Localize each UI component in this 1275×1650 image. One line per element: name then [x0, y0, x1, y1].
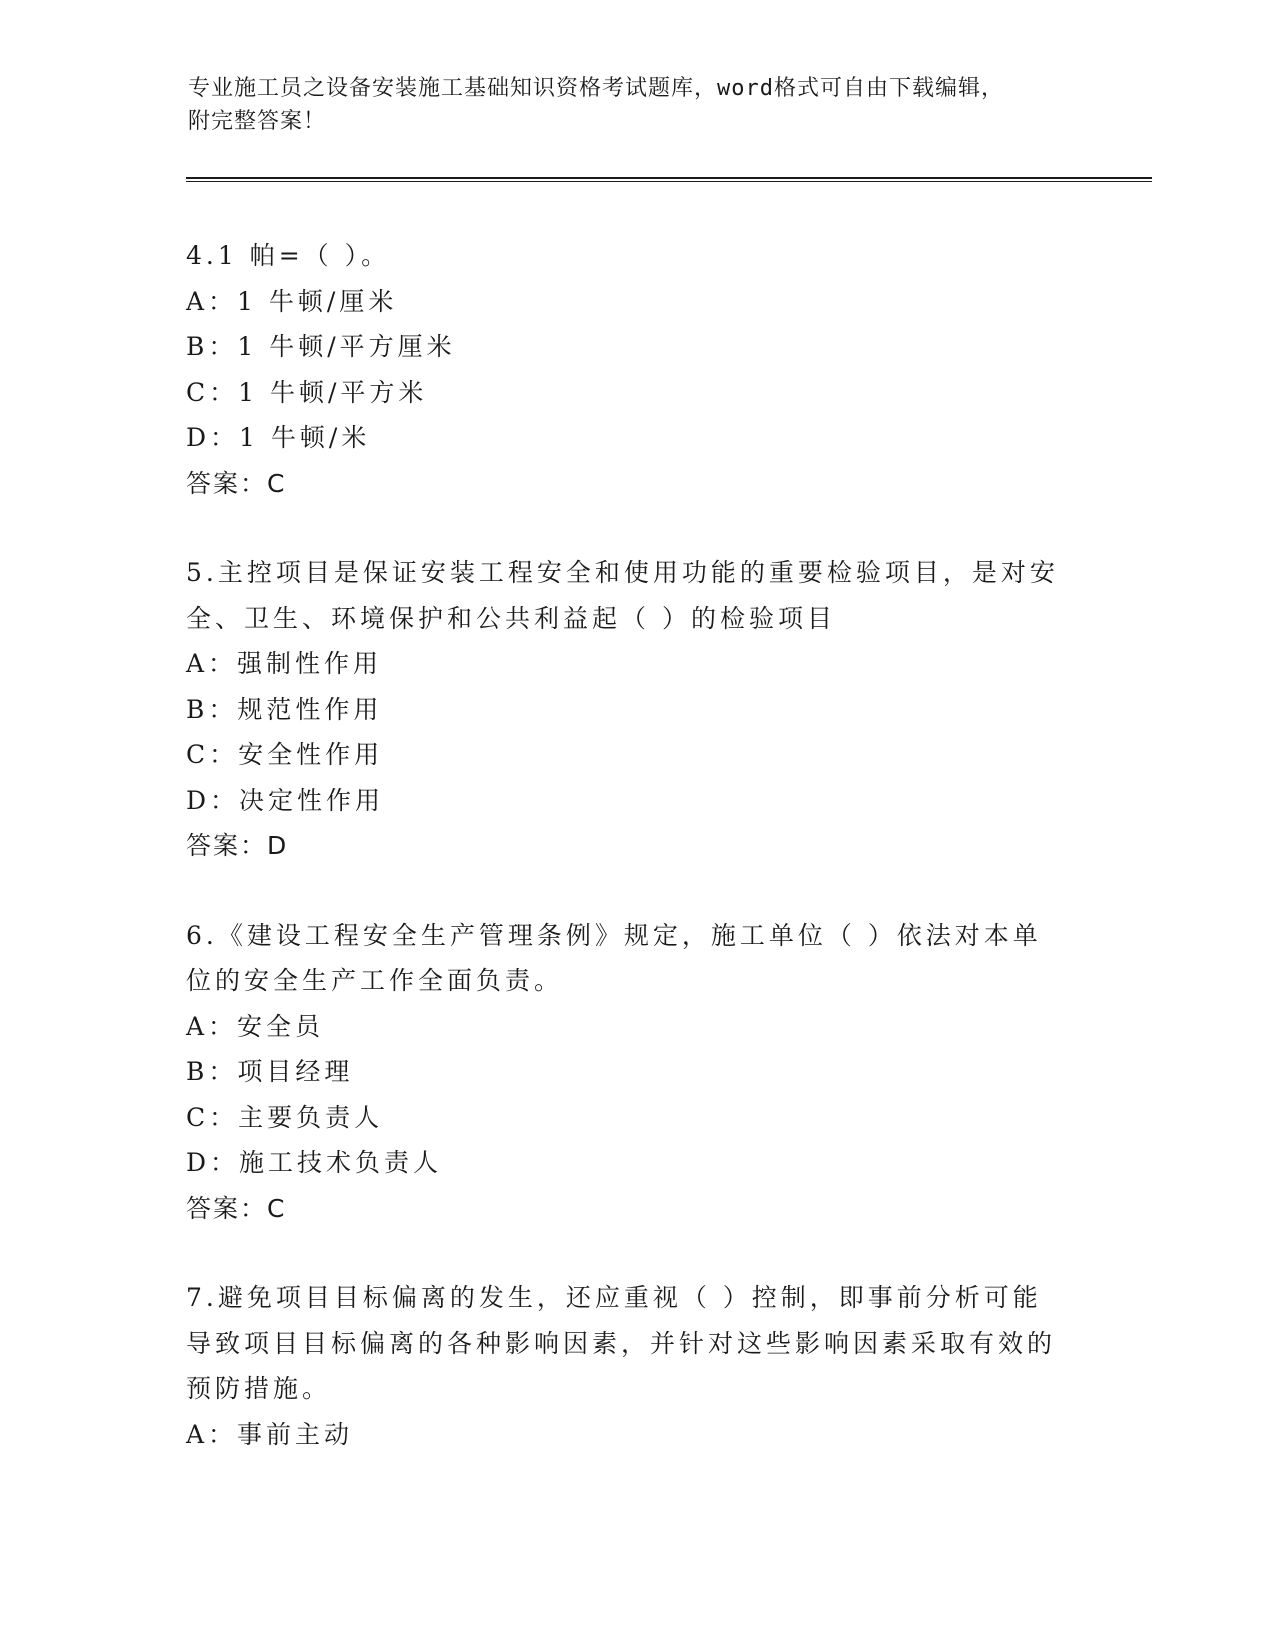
answer: 答案：C: [186, 1193, 287, 1223]
option-d: D：1 牛顿/米: [186, 423, 371, 452]
option-c: C：主要负责人: [186, 1102, 384, 1132]
question-text: 7.避免项目目标偏离的发生，还应重视（ ）控制，即事前分析可能导致项目目标偏离的各种影响因素，并针对这些影响因素采取有效的预防措施。: [186, 1283, 1057, 1403]
header-divider: [186, 177, 1152, 182]
question-7: [186, 1275, 1086, 1457]
option-b: B：1 牛顿/平方厘米: [186, 332, 456, 361]
option-b: B：项目经理: [186, 1057, 354, 1086]
option-d: D：决定性作用: [186, 785, 385, 815]
answer: 答案：D: [186, 831, 289, 860]
question-text: 4.1 帕=（ ）。: [186, 241, 391, 270]
option-a: A：1 牛顿/厘米: [186, 286, 398, 316]
option-c: C：安全性作用: [186, 740, 384, 769]
option-d: D：施工技术负责人: [186, 1148, 443, 1177]
question-list: [186, 233, 1086, 1501]
question-text: 6.《建设工程安全生产管理条例》规定，施工单位（ ）依法对本单位的安全生产工作全面负责。: [186, 920, 1042, 995]
header-line-2: 附完整答案！: [188, 109, 327, 134]
question-4: [186, 233, 1086, 506]
header-line-1: 专业施工员之设备安装施工基础知识资格考试题库，word格式可自由下载编辑，: [188, 76, 1004, 101]
question-text: 5.主控项目是保证安装工程安全和使用功能的重要检验项目，是对安全、卫生、环境保护和公共利益起（ ）的检验项目: [186, 558, 1059, 633]
option-a: A：强制性作用: [186, 649, 383, 678]
question-6: [186, 913, 1086, 1232]
answer: 答案：C: [186, 468, 287, 498]
option-a: A：安全员: [186, 1011, 325, 1041]
option-c: C：1 牛顿/平方米: [186, 377, 428, 407]
question-5: [186, 550, 1086, 869]
option-a: A：事前主动: [186, 1419, 354, 1449]
document-header: [188, 72, 1068, 138]
option-b: B：规范性作用: [186, 694, 383, 724]
